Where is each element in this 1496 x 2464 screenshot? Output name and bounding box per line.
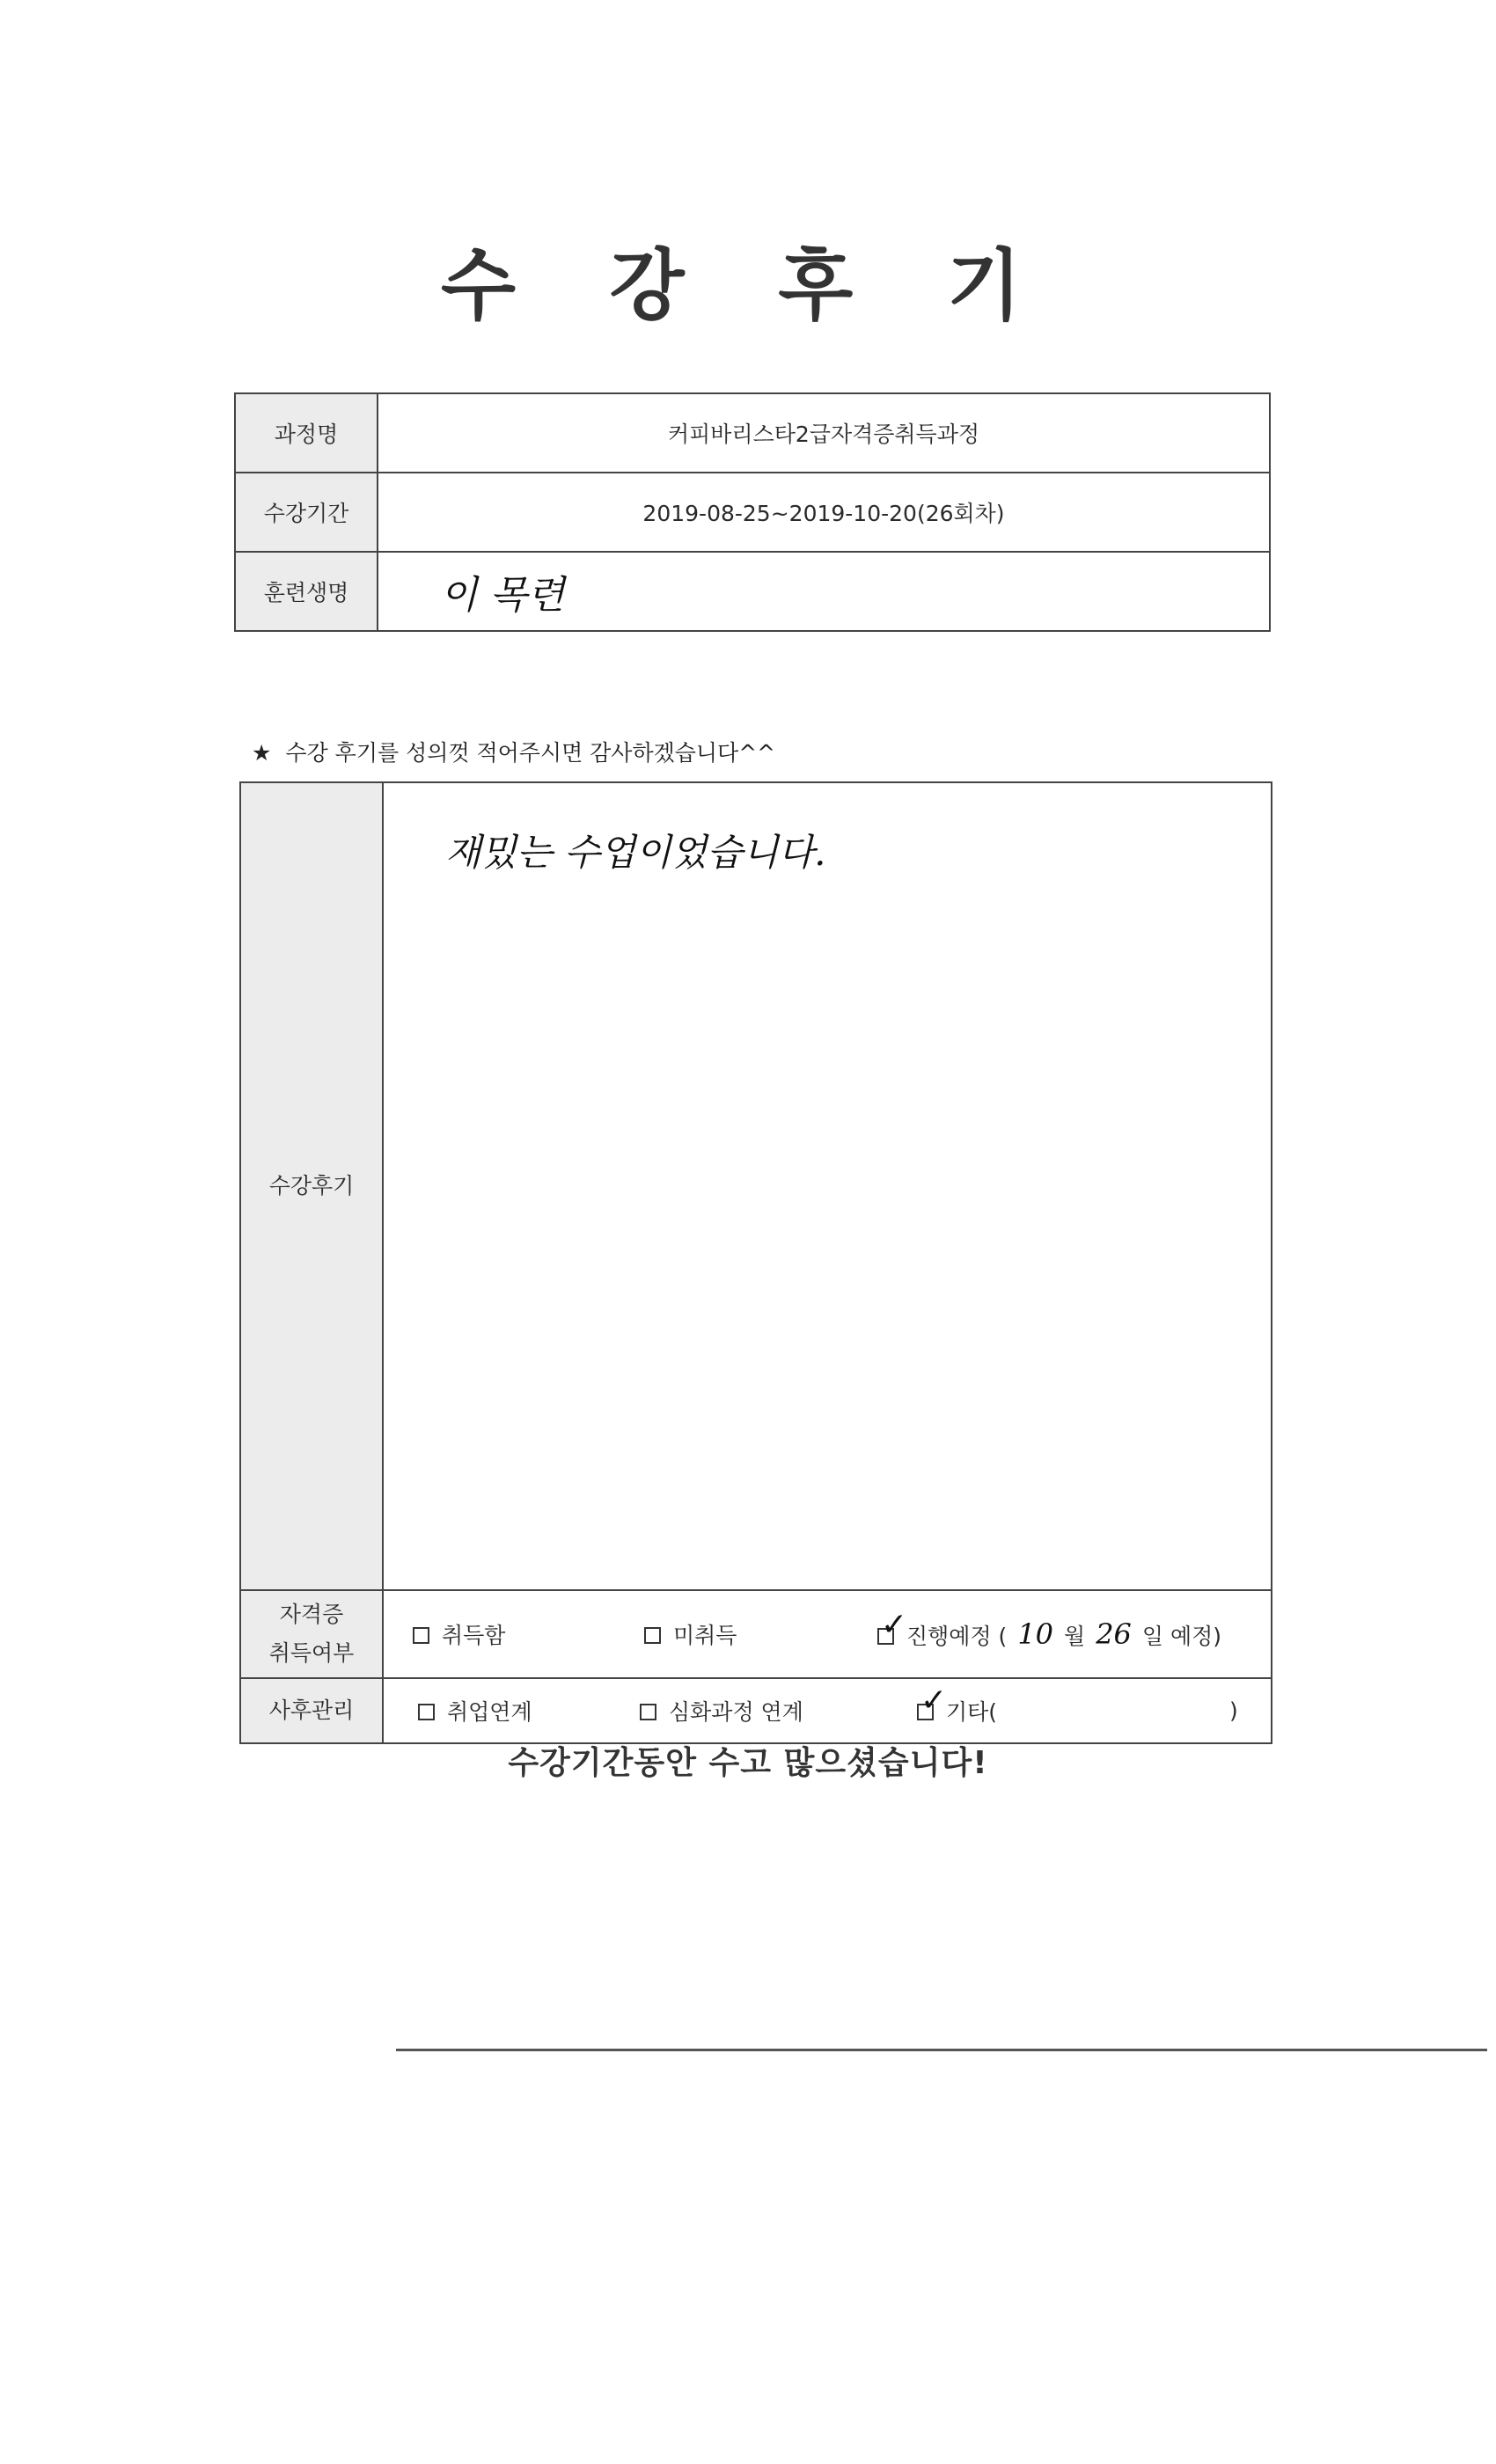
review-table (239, 781, 1272, 1744)
period-row (235, 473, 1270, 552)
checkbox-advanced-course[interactable] (640, 1704, 656, 1720)
closing-message: 수강기간동안 수고 많으셨습니다! (508, 1745, 988, 1781)
checkbox-in-progress-checked[interactable] (877, 1628, 894, 1645)
review-label: 수강후기 (240, 782, 383, 1590)
option-not-acquired-label: 미취득 (673, 1623, 737, 1648)
course-name-label: 과정명 (235, 393, 378, 473)
month-unit: 월 (1064, 1624, 1086, 1649)
option-acquired[interactable] (413, 1618, 505, 1650)
period-value: 2019-08-25~2019-10-20(26회차) (378, 473, 1270, 552)
notice-text (252, 736, 775, 767)
option-advanced-course-label: 심화과정 연계 (669, 1699, 803, 1725)
aftercare-label: 사후관리 (240, 1678, 383, 1743)
trainee-label: 훈련생명 (235, 552, 378, 631)
aftercare-row (240, 1678, 1272, 1743)
course-row (235, 393, 1270, 473)
option-job-link-label: 취업연계 (447, 1699, 532, 1725)
trainee-row (235, 552, 1270, 631)
option-not-acquired[interactable] (644, 1618, 737, 1650)
checkbox-acquired[interactable] (413, 1627, 429, 1644)
scan-edge-line (396, 2049, 1487, 2051)
handwritten-day[interactable]: 26 (1096, 1617, 1132, 1651)
option-other-label: 기타( (946, 1699, 998, 1725)
page-title: 수 강 후 기 (441, 240, 1055, 331)
certification-label-line1: 자격증 (279, 1602, 344, 1627)
day-suffix: 일 예정) (1141, 1624, 1222, 1649)
certification-row (240, 1590, 1272, 1678)
aftercare-options (383, 1678, 1272, 1743)
star-icon: ★ (252, 740, 272, 766)
notice-message: 수강 후기를 성의껏 적어주시면 감사하겠습니다^^ (285, 740, 776, 766)
course-name-value: 커피바리스타2급자격증취득과정 (378, 393, 1270, 473)
checkbox-other-checked[interactable] (917, 1704, 934, 1720)
review-handwritten-text[interactable]: 재밌는 수업이었습니다. (383, 782, 1272, 1590)
option-job-link[interactable] (418, 1695, 532, 1727)
certification-label-line2: 취득여부 (268, 1640, 355, 1666)
trainee-name-handwritten[interactable]: 이 목련 (378, 552, 1270, 631)
option-other[interactable] (917, 1695, 997, 1727)
option-advanced-course[interactable] (640, 1695, 803, 1727)
period-label: 수강기간 (235, 473, 378, 552)
certification-options (383, 1590, 1272, 1678)
option-in-progress-label: 진행예정 ( (906, 1624, 1008, 1649)
other-close-paren: ) (1229, 1698, 1238, 1724)
checkbox-not-acquired[interactable] (644, 1627, 661, 1644)
course-info-table (234, 392, 1271, 632)
certification-label (240, 1590, 383, 1678)
option-acquired-label: 취득함 (442, 1623, 506, 1648)
checkbox-job-link[interactable] (418, 1704, 435, 1720)
handwritten-month[interactable]: 10 (1017, 1617, 1054, 1651)
option-in-progress[interactable] (877, 1617, 1221, 1651)
review-row (240, 782, 1272, 1590)
